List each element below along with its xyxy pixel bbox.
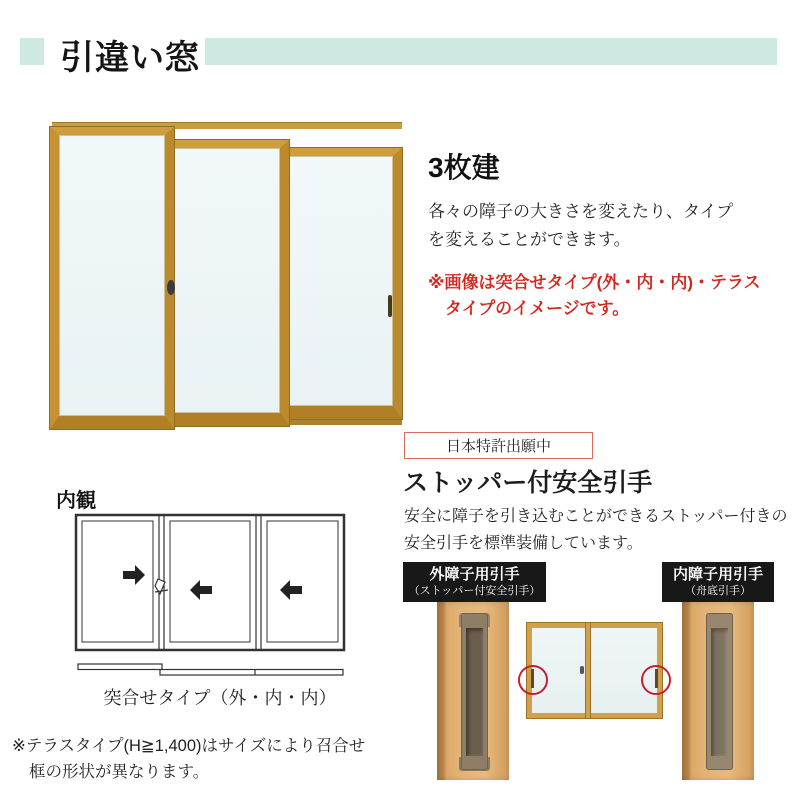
page-title: 引違い窓 [60, 39, 200, 77]
mini-crescent-lock-icon [580, 666, 584, 674]
interior-view-diagram [68, 512, 348, 682]
mini-window-mullion [585, 623, 591, 718]
title-accent-square [20, 38, 44, 65]
image-note: ※画像は突合せタイプ(外・内・内)・テラス タイプのイメージです。 [428, 273, 761, 319]
window-sash-left [50, 127, 174, 429]
diagram-caption: 突合せタイプ（外・内・内） [103, 688, 337, 708]
crescent-lock-icon [167, 280, 175, 295]
label-inner-handle: 内障子用引手 （舟底引手） [662, 562, 774, 602]
intro-text: 各々の障子の大きさを変えたり、タイプ を変えることができます。 [428, 202, 734, 250]
highlight-circle-left [518, 665, 548, 695]
stopper-text: 安全に障子を引き込むことができるストッパー付きの 安全引手を標準装備しています。 [404, 508, 788, 553]
section-heading-3mai: 3枚建 [428, 152, 500, 183]
terrace-footnote: ※テラスタイプ(H≧1,400)はサイズにより召合せ 框の形状が異なります。 [12, 737, 366, 782]
pull-handle-icon [388, 295, 392, 317]
photo-inner-handle [682, 602, 754, 780]
window-sash-right [277, 148, 402, 419]
mini-window [527, 623, 662, 718]
recessed-handle-groove [711, 628, 728, 756]
patent-pending-badge: 日本特許出願中 [404, 432, 593, 459]
label-outer-handle: 外障子用引手 （ストッパー付安全引手） [403, 562, 546, 602]
section-heading-naikan: 内観 [56, 490, 96, 512]
title-accent-bar [205, 38, 777, 65]
photo-outer-handle [437, 602, 509, 780]
handle-position-diagram [517, 620, 667, 720]
section-heading-stopper: ストッパー付安全引手 [403, 469, 653, 497]
highlight-circle-right [641, 665, 671, 695]
recessed-handle-groove [466, 628, 483, 756]
window-sash-middle [163, 140, 289, 426]
